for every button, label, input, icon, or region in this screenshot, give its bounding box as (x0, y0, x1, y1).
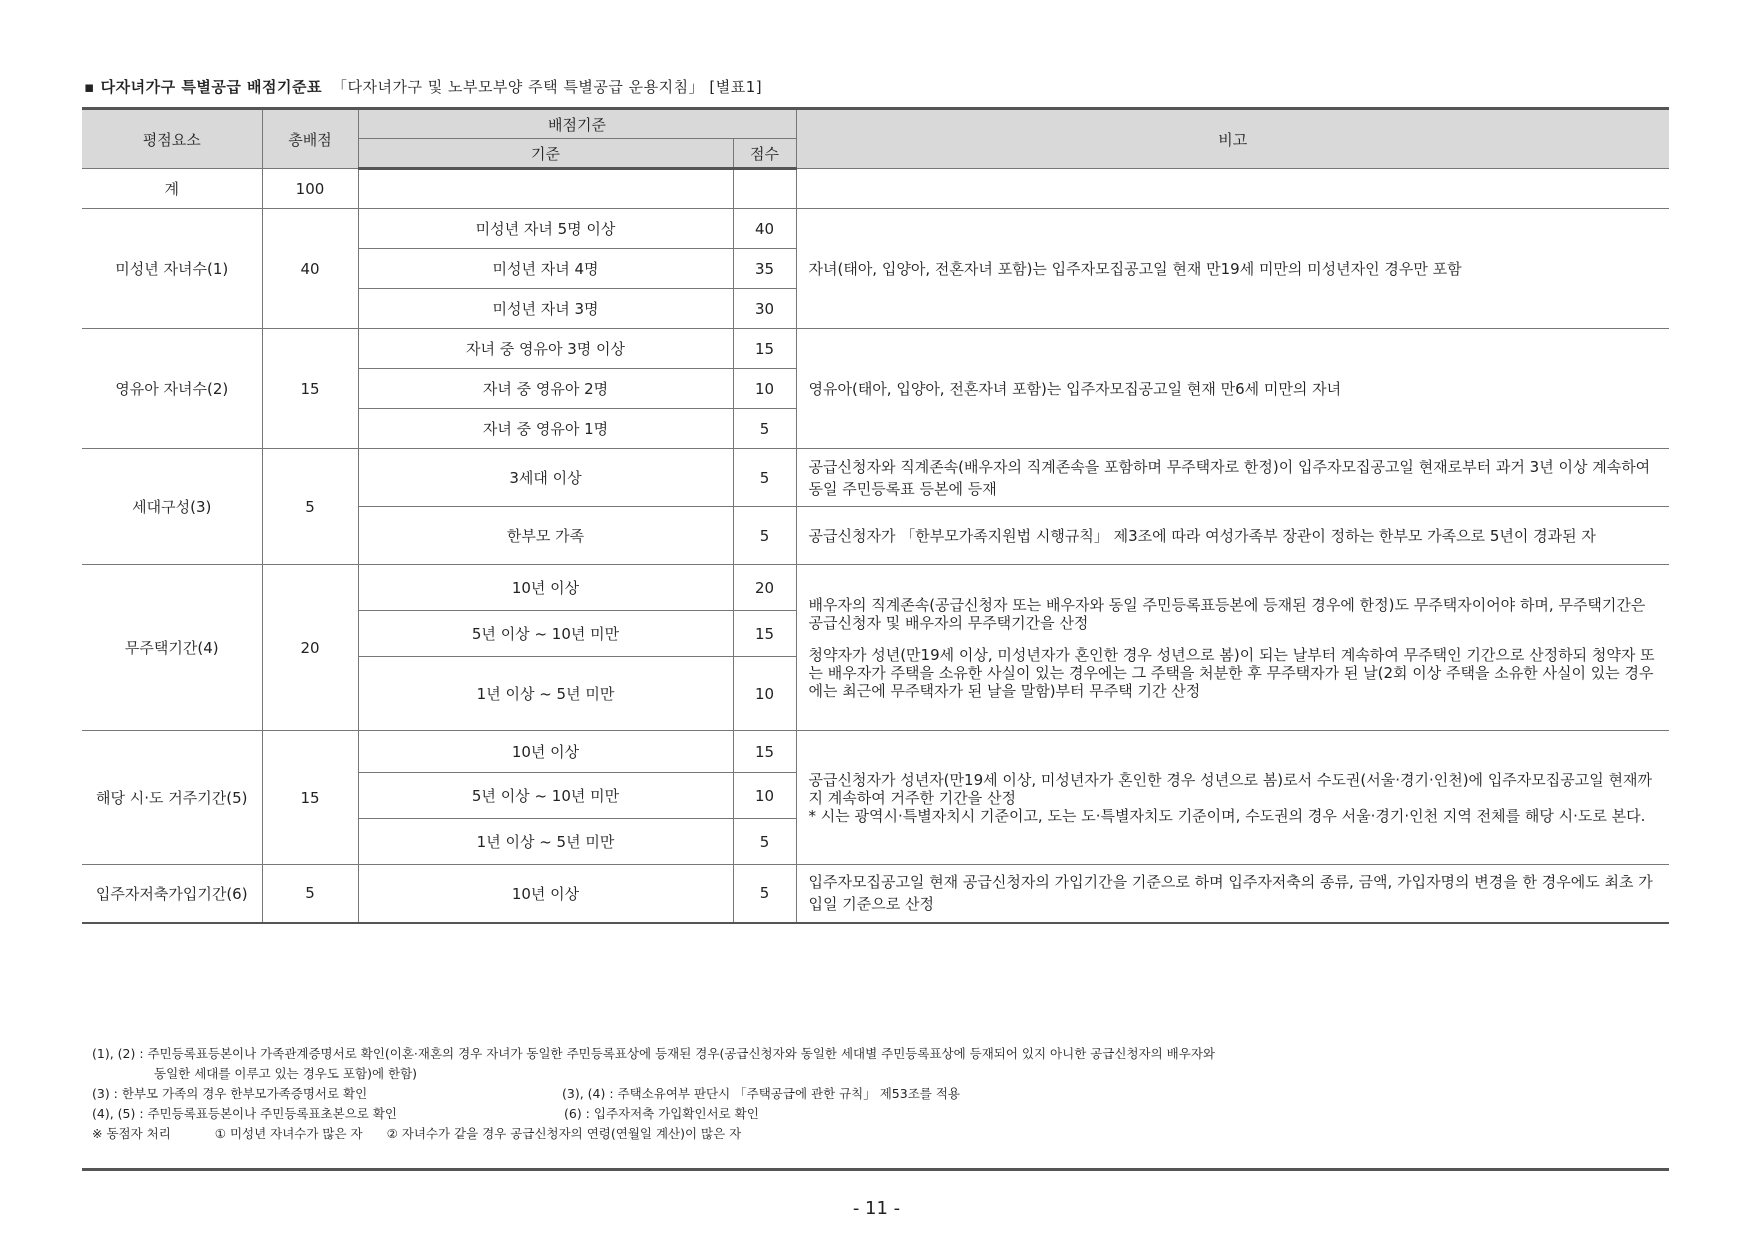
criteria-cell: 미성년 자녀 5명 이상 (358, 209, 733, 249)
header-total: 총배점 (262, 109, 358, 169)
footnote-item: (3), (4) : 주택소유여부 판단시 「주택공급에 관한 규칙」 제53조를 적용 (562, 1086, 960, 1101)
score-cell: 10 (733, 773, 796, 819)
note-paragraph: 공급신청자가 성년자(만19세 이상, 미성년자가 혼인한 경우 성년으로 봄)로서 수도권(서울·경기·인천)에 입주자모집공고일 현재까지 계속하여 거주한 기간을 산정 (808, 770, 1652, 807)
score-cell: 5 (733, 507, 796, 565)
table-row (82, 329, 1669, 369)
note-cell: 영유아(태아, 입양아, 전혼자녀 포함)는 입주자모집공고일 현재 만6세 미만의 자녀 (796, 329, 1669, 449)
note-cell (796, 731, 1669, 865)
table-row (82, 731, 1669, 773)
footnote-item: (6) : 입주자저축 가입확인서로 확인 (564, 1106, 759, 1121)
score-cell: 20 (733, 565, 796, 611)
criteria-cell: 한부모 가족 (358, 507, 733, 565)
criteria-cell: 자녀 중 영유아 1명 (358, 409, 733, 449)
sum-factor: 계 (82, 169, 262, 209)
bottom-divider (82, 1168, 1669, 1171)
factor-cell: 입주자저축가입기간(6) (82, 865, 262, 923)
score-cell: 5 (733, 819, 796, 865)
header-criteria: 기준 (358, 139, 733, 169)
total-cell: 40 (262, 209, 358, 329)
footnote-line (92, 1104, 1652, 1124)
note-paragraph: 배우자의 직계존속(공급신청자 또는 배우자와 동일 주민등록표등본에 등재된 경우에 한정)도 무주택자이어야 하며, 무주택기간은 공급신청자 및 배우자의 무주택기간을 산정 (808, 595, 1646, 632)
criteria-cell: 3세대 이상 (358, 449, 733, 507)
factor-cell: 무주택기간(4) (82, 565, 262, 731)
total-cell: 5 (262, 449, 358, 565)
note-cell: 공급신청자가 「한부모가족지원법 시행규칙」 제3조에 따라 여성가족부 장관이 정하는 한부모 가족으로 5년이 경과된 자 (796, 507, 1669, 565)
score-cell: 35 (733, 249, 796, 289)
score-cell: 10 (733, 369, 796, 409)
factor-cell: 해당 시·도 거주기간(5) (82, 731, 262, 865)
criteria-cell: 미성년 자녀 3명 (358, 289, 733, 329)
table-row (82, 209, 1669, 249)
table-row (82, 865, 1669, 923)
title-subtitle: 「다자녀가구 및 노부모부양 주택 특별공급 운용지침」 [별표1] (331, 78, 763, 96)
total-cell: 5 (262, 865, 358, 923)
criteria-cell: 1년 이상 ~ 5년 미만 (358, 819, 733, 865)
total-cell: 15 (262, 731, 358, 865)
criteria-cell: 10년 이상 (358, 731, 733, 773)
note-cell: 입주자모집공고일 현재 공급신청자의 가입기간을 기준으로 하며 입주자저축의 종류, 금액, 가입자명의 변경을 한 경우에도 최초 가입일 기준으로 산정 (796, 865, 1669, 923)
factor-cell: 영유아 자녀수(2) (82, 329, 262, 449)
table-header (82, 109, 1669, 169)
total-cell: 20 (262, 565, 358, 731)
header-criteria-group: 배점기준 (358, 109, 796, 139)
table-row (82, 565, 1669, 611)
note-cell (796, 565, 1669, 731)
title-text: 다자녀가구 특별공급 배점기준표 (100, 78, 322, 96)
header-score: 점수 (733, 139, 796, 169)
total-cell: 15 (262, 329, 358, 449)
score-cell: 15 (733, 329, 796, 369)
footnote-line: 동일한 세대를 이루고 있는 경우도 포함)에 한함) (154, 1066, 418, 1081)
scoring-table (82, 107, 1669, 924)
criteria-cell: 자녀 중 영유아 3명 이상 (358, 329, 733, 369)
factor-cell: 세대구성(3) (82, 449, 262, 565)
score-cell: 5 (733, 449, 796, 507)
tie-break-rule-1: ① 미성년 자녀수가 많은 자 (214, 1126, 363, 1141)
document-title (84, 76, 762, 97)
criteria-cell: 1년 이상 ~ 5년 미만 (358, 657, 733, 731)
header-factor: 평점요소 (82, 109, 262, 169)
score-cell: 5 (733, 409, 796, 449)
footnote-item: (4), (5) : 주민등록표등본이나 주민등록표초본으로 확인 (92, 1106, 397, 1121)
criteria-cell: 자녀 중 영유아 2명 (358, 369, 733, 409)
tie-break-line (92, 1124, 1652, 1144)
note-cell: 자녀(태아, 입양아, 전혼자녀 포함)는 입주자모집공고일 현재 만19세 미만의 미성년자인 경우만 포함 (796, 209, 1669, 329)
criteria-cell: 5년 이상 ~ 10년 미만 (358, 773, 733, 819)
note-paragraph: 청약자가 성년(만19세 이상, 미성년자가 혼인한 경우 성년으로 봄)이 되는 날부터 계속하여 무주택인 기간으로 산정하되 청약자 또는 배우자가 주택을 소유한 사실이 있는 경우에는 그 주택을 처분한 후 무주택자가 된 날(2회 이상 주택을 소유한 사실이 있는 경우에는 최근에 무주택자가 된 날을 말함)부터 무주택 기간 산정 (808, 645, 1655, 700)
score-cell: 15 (733, 731, 796, 773)
footnotes (92, 1044, 1652, 1144)
criteria-cell: 10년 이상 (358, 865, 733, 923)
score-cell: 15 (733, 611, 796, 657)
tie-break-label: ※ 동점자 처리 (92, 1126, 171, 1141)
header-note: 비고 (796, 109, 1669, 169)
criteria-cell: 10년 이상 (358, 565, 733, 611)
factor-cell: 미성년 자녀수(1) (82, 209, 262, 329)
score-cell: 30 (733, 289, 796, 329)
criteria-cell: 미성년 자녀 4명 (358, 249, 733, 289)
score-cell: 10 (733, 657, 796, 731)
bullet-icon: ▪ (84, 78, 95, 96)
footnote-line (92, 1084, 1652, 1104)
criteria-cell: 5년 이상 ~ 10년 미만 (358, 611, 733, 657)
tie-break-rule-2: ② 자녀수가 같을 경우 공급신청자의 연령(연월일 계산)이 많은 자 (386, 1126, 742, 1141)
table-row (82, 169, 1669, 209)
note-cell: 공급신청자와 직계존속(배우자의 직계존속을 포함하며 무주택자로 한정)이 입주자모집공고일 현재로부터 과거 3년 이상 계속하여 동일 주민등록표 등본에 등재 (796, 449, 1669, 507)
footnote-line: (1), (2) : 주민등록표등본이나 가족관계증명서로 확인(이혼·재혼의 경우 자녀가 동일한 주민등록표상에 등재된 경우(공급신청자와 동일한 세대별 주민등록표상에 등재되어 있지 아니한 공급신청자의 배우자와 (92, 1046, 1215, 1061)
sum-total: 100 (262, 169, 358, 209)
page-number: - 11 - (852, 1198, 901, 1219)
footnote-item: (3) : 한부모 가족의 경우 한부모가족증명서로 확인 (92, 1086, 368, 1101)
score-cell: 40 (733, 209, 796, 249)
score-cell: 5 (733, 865, 796, 923)
table-row (82, 449, 1669, 507)
note-paragraph: * 시는 광역시·특별자치시 기준이고, 도는 도·특별자치도 기준이며, 수도권의 경우 서울·경기·인천 지역 전체를 해당 시·도로 본다. (808, 806, 1646, 825)
